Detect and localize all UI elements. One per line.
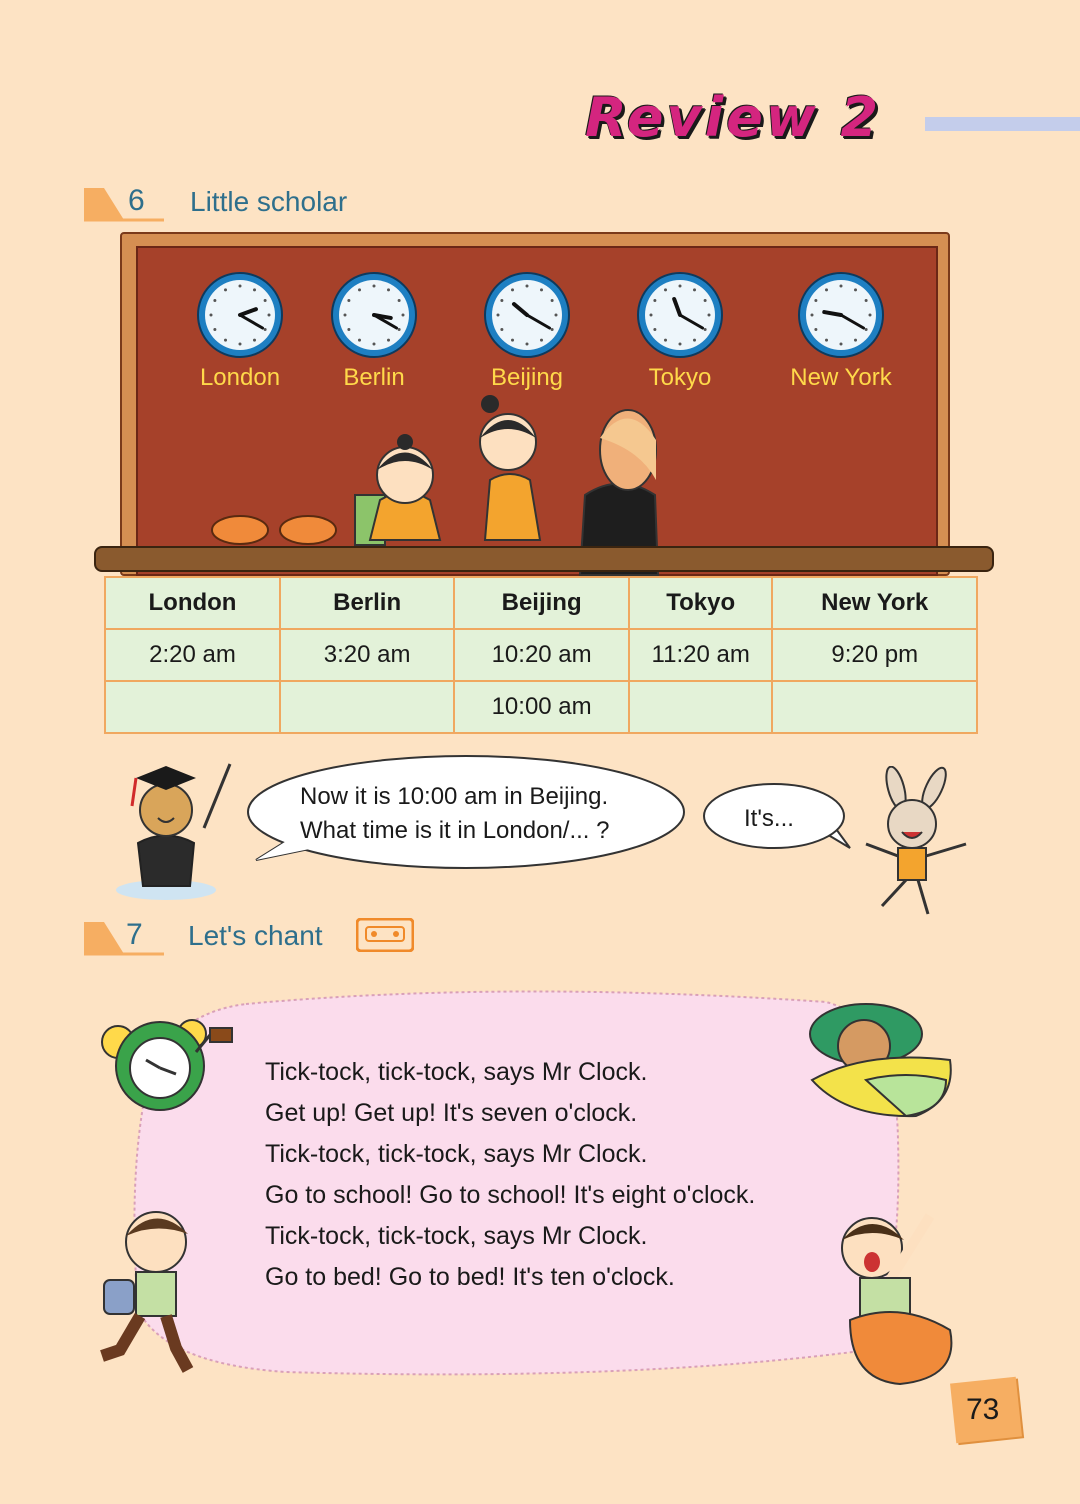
table-row [105, 681, 977, 733]
section-number: 7 [126, 918, 143, 951]
section-number: 6 [128, 184, 145, 217]
clock-city-label: Beijing [490, 364, 564, 391]
review-title: Review 2 [585, 86, 882, 149]
table-cell: 2:20 am [105, 629, 280, 681]
counter-top [94, 546, 994, 572]
page-number: 73 [966, 1393, 1000, 1426]
section-title: Let's chant [188, 920, 323, 951]
table-cell-blank[interactable] [629, 681, 772, 733]
table-cell: 3:20 am [280, 629, 454, 681]
table-header-cell: New York [772, 577, 977, 629]
section-title: Little scholar [190, 186, 348, 217]
table-cell: 10:20 am [454, 629, 629, 681]
table-cell: 10:00 am [454, 681, 629, 733]
running-boy-illustration [96, 1200, 206, 1380]
bubble-line-2: What time is it in London/... ? [300, 817, 610, 844]
table-header-cell: London [105, 577, 280, 629]
chant-line: Go to bed! Go to bed! It's ten o'clock. [265, 1263, 675, 1291]
table-header-cell: Tokyo [629, 577, 772, 629]
table-header-cell: Beijing [454, 577, 629, 629]
bubble-reply-text: It's... [744, 805, 794, 832]
table-row [105, 629, 977, 681]
table-cell-blank[interactable] [280, 681, 454, 733]
clock-city-label: London [199, 364, 281, 391]
table-cell-blank[interactable] [105, 681, 280, 733]
rabbit-illustration [856, 766, 976, 918]
table-cell-blank[interactable] [772, 681, 977, 733]
table-cell: 9:20 pm [772, 629, 977, 681]
table-header-row [105, 577, 977, 629]
clock-city-label: Tokyo [648, 364, 712, 391]
yawning-child-illustration [830, 1200, 960, 1390]
table-header-cell: Berlin [280, 577, 454, 629]
clock-icon [636, 271, 724, 359]
clock-city-label: Berlin [343, 364, 405, 391]
clock-icon [483, 271, 571, 359]
clock-icon [797, 271, 885, 359]
chant-line: Tick-tock, tick-tock, says Mr Clock. [265, 1058, 648, 1086]
bubble-line-1: Now it is 10:00 am in Beijing. [300, 783, 609, 810]
table-cell: 11:20 am [629, 629, 772, 681]
chant-line: Tick-tock, tick-tock, says Mr Clock. [265, 1140, 648, 1168]
mr-clock-illustration [80, 990, 250, 1120]
cassette-icon[interactable] [356, 918, 414, 952]
chant-line: Tick-tock, tick-tock, says Mr Clock. [265, 1222, 648, 1250]
clock-icon [196, 271, 284, 359]
clock-city-label: New York [790, 364, 892, 391]
bear-teacher-illustration [108, 758, 238, 908]
sleeping-child-illustration [806, 1000, 956, 1120]
title-bar-decoration [925, 117, 1080, 131]
chant-line: Go to school! Go to school! It's eight o'clock. [265, 1181, 756, 1209]
chant-text [265, 1052, 755, 1298]
time-table [104, 576, 978, 734]
clock-icon [330, 271, 418, 359]
chant-line: Get up! Get up! It's seven o'clock. [265, 1099, 638, 1127]
